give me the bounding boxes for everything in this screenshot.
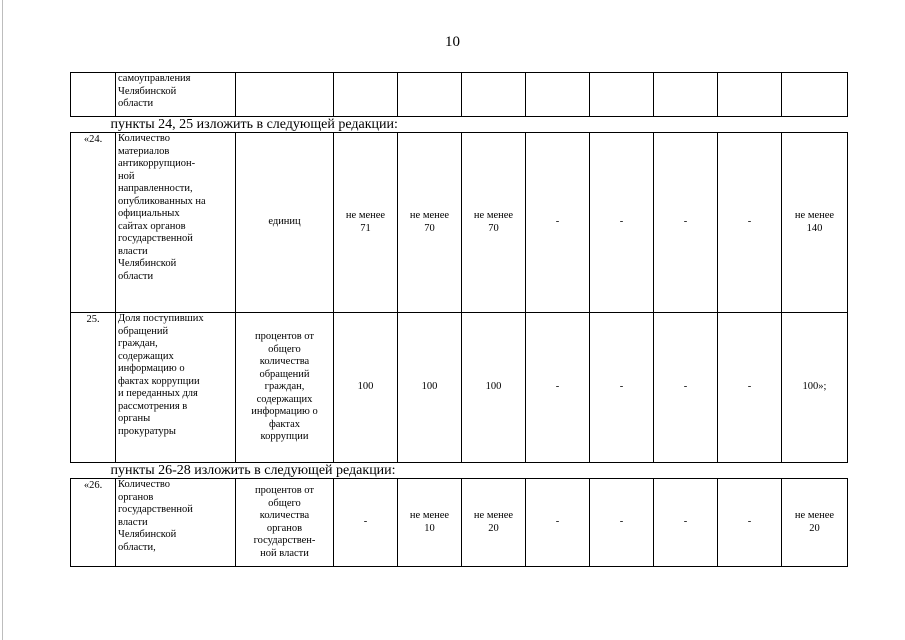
unit-line: фактах [268,418,301,430]
value-line: 100 [357,381,374,393]
instruction-row [71,117,848,133]
value-line: - [683,381,688,393]
value-cell [654,479,718,567]
value-cell [462,133,526,313]
row-number-cell: «26. [71,479,116,567]
value-cell [654,133,718,313]
value-cell [398,313,462,463]
name-line: органы [118,413,151,424]
value-line: 71 [360,222,371,234]
name-line: власти [118,516,148,528]
unit-line: процентов от [254,331,314,343]
row-number-cell: 25. [71,313,116,463]
name-line: области [118,270,154,282]
name-line: фактах коррупции [118,375,200,387]
unit-line: коррупции [260,431,309,443]
name-line: ной [118,170,135,182]
value-line: не менее [473,210,514,221]
indicator-name-cell [116,479,236,567]
value-line: - [619,516,624,528]
name-line: прокуратуры [118,425,176,437]
value-line: 10 [424,522,435,534]
name-line: сайтах органов [118,220,186,232]
unit-cell [236,133,334,313]
value-line: - [683,516,688,528]
value-line: - [747,381,752,393]
unit-line: количества [259,356,310,368]
value-line: - [555,516,560,528]
value-cell [462,73,526,117]
instruction-row [71,463,848,479]
page-number: 10 [445,34,460,50]
unit-line: содержащих [256,393,313,405]
name-line: государственной [118,233,193,244]
value-cell [782,133,848,313]
value-cell [334,133,398,313]
name-line: Количество [118,479,171,490]
name-line: Челябинской [118,85,177,97]
value-cell [654,73,718,117]
value-line: 70 [488,222,499,234]
value-line: 20 [809,522,820,534]
name-line: Челябинской [118,529,177,540]
value-line: - [747,216,752,228]
table-row [71,313,848,463]
name-line: области, [118,541,156,553]
value-cell [526,73,590,117]
name-line: Челябинской [118,258,177,269]
name-line: Доля поступивших [118,313,204,324]
unit-line: ной власти [260,547,309,559]
value-cell [590,313,654,463]
value-cell [462,313,526,463]
indicator-name-cell [116,73,236,117]
value-line: не менее [409,510,450,521]
unit-cell [236,313,334,463]
value-cell [462,479,526,567]
name-line: области [118,98,154,109]
value-line: - [619,381,624,393]
instruction-text: пункты 24, 25 изложить в следующей редакции: [71,117,848,133]
name-line: рассмотрения в [118,400,188,412]
instruction-text: пункты 26-28 изложить в следующей редакции: [71,463,848,479]
name-line: информацию о [118,363,185,374]
value-cell [526,479,590,567]
value-line: - [363,516,368,528]
name-line: направленности, [118,183,193,194]
name-line: обращений [118,325,169,337]
indicators-table [70,72,848,567]
value-line: не менее [409,210,450,221]
unit-line: единиц [268,216,301,228]
name-line: Количество [118,133,171,144]
value-cell [590,133,654,313]
unit-line: граждан, [264,381,305,393]
unit-line: процентов от [254,485,314,496]
value-cell [398,133,462,313]
value-cell [718,313,782,463]
value-line: 20 [488,522,499,534]
value-cell [398,73,462,117]
value-cell [654,313,718,463]
value-line: не менее [345,210,386,221]
value-line: - [555,381,560,393]
indicator-name-cell [116,313,236,463]
value-cell [718,133,782,313]
unit-line: органов [266,522,303,534]
value-cell [782,313,848,463]
value-line: 100 [485,381,502,393]
value-cell [782,479,848,567]
name-line: государственной [118,504,193,515]
name-line: антикоррупцион- [118,158,196,169]
value-line: 70 [424,222,435,234]
table-row [71,479,848,567]
value-cell [334,313,398,463]
unit-cell [236,479,334,567]
name-line: самоуправления [118,73,191,84]
value-line: не менее [473,510,514,521]
name-line: опубликованных на [118,195,206,207]
row-number-cell [71,73,116,117]
value-cell [334,73,398,117]
value-cell [590,479,654,567]
value-line: - [555,216,560,228]
value-line: 100»; [802,381,827,393]
value-cell [590,73,654,117]
unit-line: общего [268,497,301,509]
value-line: 100 [421,381,438,393]
unit-line: государствен- [253,535,316,546]
value-line: - [683,216,688,228]
name-line: органов [118,491,154,503]
name-line: официальных [118,208,180,219]
page-edge-line [2,0,3,640]
name-line: граждан, [118,338,158,349]
value-line: - [619,216,624,228]
value-line: не менее [794,210,835,221]
value-line: - [747,516,752,528]
value-cell [782,73,848,117]
unit-line: количества [259,510,310,521]
unit-line: информацию о [251,406,318,418]
value-cell [398,479,462,567]
table-row-carryover [71,73,848,117]
unit-line: обращений [259,368,310,380]
unit-line: общего [268,343,301,355]
value-line: не менее [794,510,835,521]
value-cell [526,313,590,463]
name-line: власти [118,245,148,257]
name-line: и переданных для [118,388,198,399]
unit-cell [236,73,334,117]
name-line: содержащих [118,350,174,362]
name-line: материалов [118,145,170,157]
value-cell [718,479,782,567]
value-cell [334,479,398,567]
table-row [71,133,848,313]
value-cell [718,73,782,117]
indicator-name-cell [116,133,236,313]
value-cell [526,133,590,313]
value-line: 140 [806,222,823,234]
row-number-cell: «24. [71,133,116,313]
